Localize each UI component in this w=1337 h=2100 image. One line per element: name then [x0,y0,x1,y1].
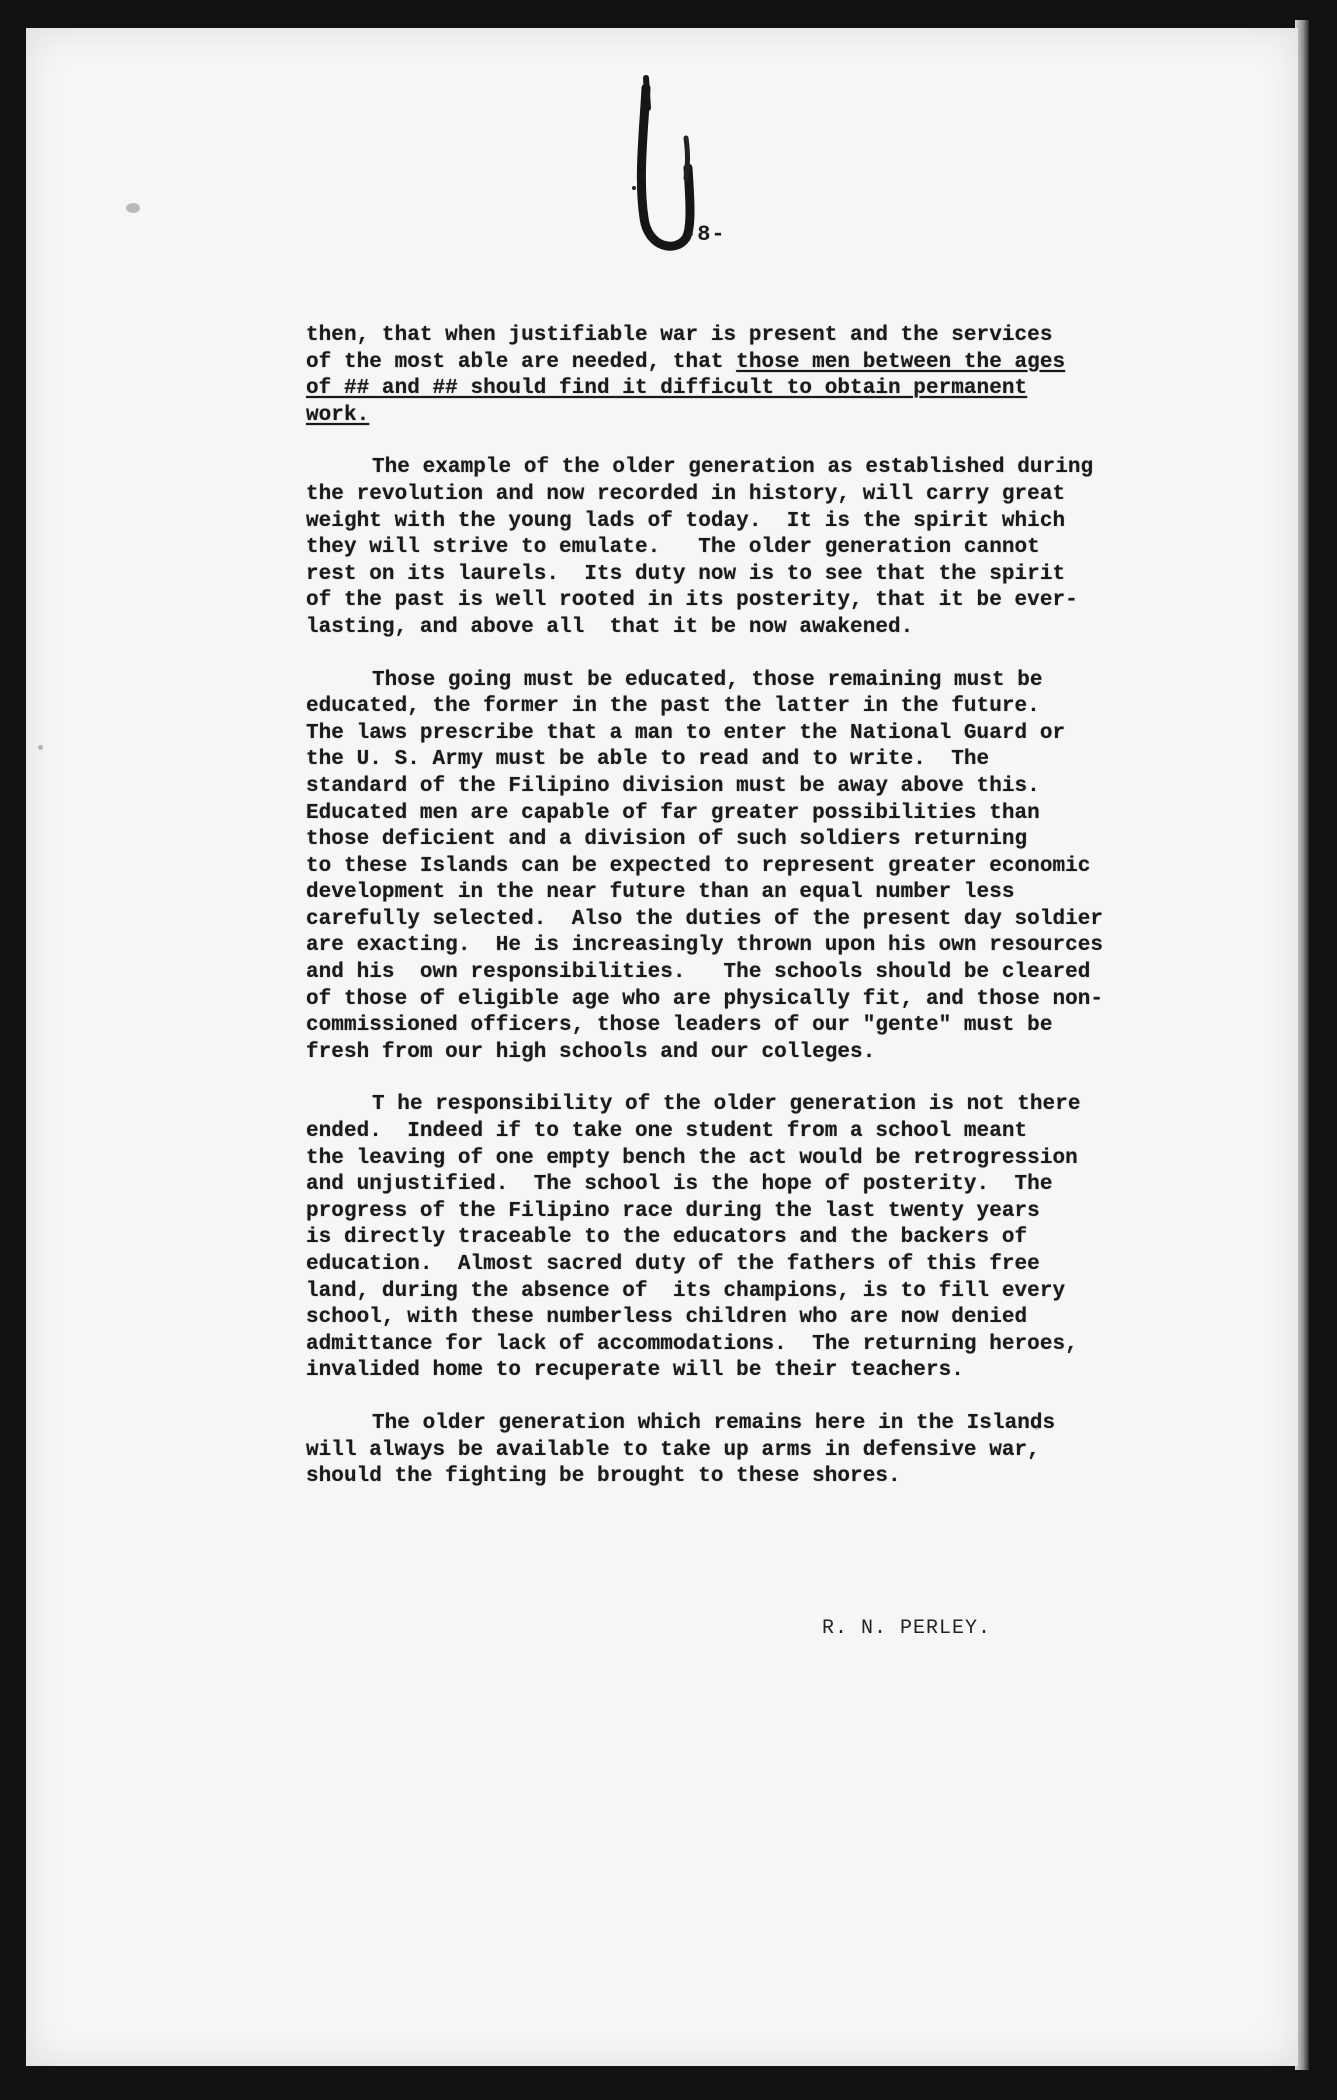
underlined-text-line: work. [306,403,370,427]
text-line: land, during the absence of its champions, is to fill every [306,1279,1066,1303]
text-line: ended. Indeed if to take one student from a school meant [306,1120,1028,1144]
text-line: development in the near future than an equal number less [306,881,1015,905]
text-line: standard of the Filipino division must be away above this. [306,774,1040,798]
text-line: is directly traceable to the educators and the backers of [306,1226,1028,1250]
paragraph-1 [306,323,1136,429]
paragraph-2 [306,455,1136,641]
text-line: they will strive to emulate. The older generation cannot [306,536,1040,560]
text-line: fresh from our high schools and our colleges. [306,1040,876,1064]
text-line: those deficient and a division of such soldiers returning [306,828,1028,852]
text-line: school, with these numberless children who are now denied [306,1306,1028,1330]
text-line: the leaving of one empty bench the act would be retrogression [306,1146,1078,1170]
text-fragment: of the most able are needed, that [306,350,737,374]
text-line: Those going must be educated, those remaining must be [372,668,1043,692]
paragraph-3 [306,668,1136,1067]
smudge [126,203,140,213]
text-line: education. Almost sacred duty of the fathers of this free [306,1253,1040,1276]
text-line: carefully selected. Also the duties of the present day soldier [306,907,1104,931]
signature: R. N. PERLEY. [822,1617,992,1640]
text-line: lasting, and above all that it be now awakened. [306,615,914,639]
text-line: weight with the young lads of today. It is the spirit which [306,509,1066,533]
underlined-text-line: of ## and ## should find it difficult to obtain permanent [306,377,1028,401]
page-number: -8- [683,222,726,247]
text-line: are exacting. He is increasingly thrown upon his own resources [306,934,1104,958]
text-line: to these Islands can be expected to represent greater economic [306,854,1091,878]
text-line [306,350,1136,377]
text-line: and unjustified. The school is the hope of posterity. The [306,1173,1053,1197]
text-line: commissioned officers, those leaders of our "gente" must be [306,1014,1053,1038]
text-line: of the past is well rooted in its posterity, that it be ever- [306,589,1078,613]
text-line: the U. S. Army must be able to read and to write. The [306,748,990,772]
text-line: rest on its laurels. Its duty now is to see that the spirit [306,562,1066,586]
text-line: progress of the Filipino race during the last twenty years [306,1199,1040,1223]
paragraph-5 [306,1411,1136,1491]
underlined-text: those men between the ages [736,350,1066,374]
text-line: educated, the former in the past the latter in the future. [306,695,1040,719]
text-line: T he responsibility of the older generation is not there [372,1093,1081,1117]
typed-body-text [306,323,1136,1517]
text-line: The older generation which remains here in the Islands [372,1411,1056,1435]
paragraph-4 [306,1092,1136,1385]
text-line: then, that when justifiable war is present and the services [306,324,1053,347]
text-line: The example of the older generation as established during [372,456,1094,480]
text-line: Educated men are capable of far greater possibilities than [306,801,1040,825]
text-line: and his own responsibilities. The schools should be cleared [306,961,1091,985]
speck [38,745,43,750]
text-line: should the fighting be brought to these shores. [306,1465,901,1489]
text-line: admittance for lack of accommodations. The returning heroes, [306,1332,1078,1356]
text-line: of those of eligible age who are physically fit, and those non- [306,987,1104,1011]
text-line: The laws prescribe that a man to enter the National Guard or [306,721,1066,745]
text-line: will always be available to take up arms in defensive war, [306,1438,1040,1462]
text-line: invalided home to recuperate will be their teachers. [306,1359,964,1383]
text-line: the revolution and now recorded in history, will carry great [306,482,1066,506]
